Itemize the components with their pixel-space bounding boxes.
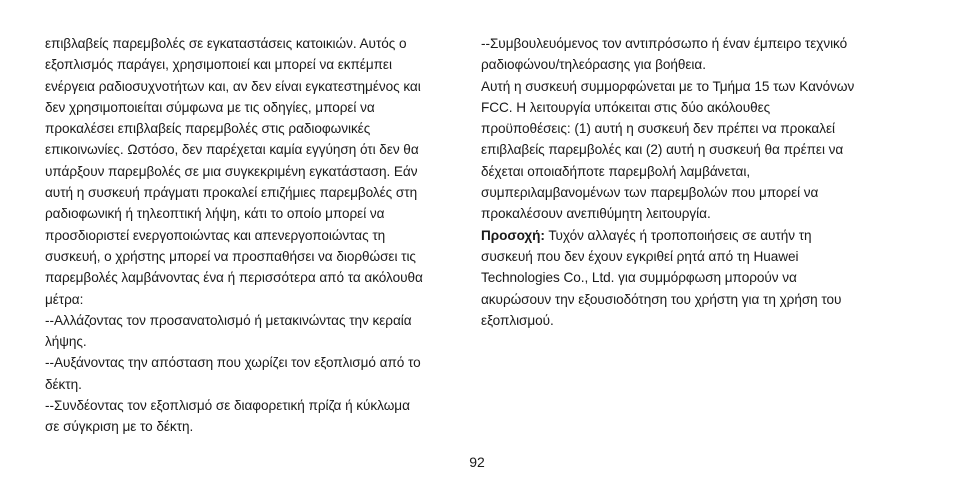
text-line: αυτή η συσκευή πράγματι προκαλεί επιζήμιες παρεμβολές στη <box>45 185 418 201</box>
text-line: ραδιοφώνου/τηλεόρασης για βοήθεια. <box>481 57 706 73</box>
text-line: μέτρα: <box>45 291 84 307</box>
text-line: δεν χρησιμοποιείται σύμφωνα με τις οδηγίες, μπορεί να <box>45 99 375 115</box>
right-column <box>481 33 911 331</box>
text-line: ακυρώσουν την εξουσιοδότηση του χρήστη για τη χρήση του <box>481 291 842 307</box>
text-line: επικοινωνίες. Ωστόσο, δεν παρέχεται καμία εγγύηση ότι δεν θα <box>45 142 419 158</box>
text-line: FCC. Η λειτουργία υπόκειται στις δύο ακόλουθες <box>481 99 771 115</box>
text-line: λήψης. <box>45 334 87 350</box>
text-line: Αυτή η συσκευή συμμορφώνεται με το Τμήμα 15 των Κανόνων <box>481 78 855 94</box>
text-line: εξοπλισμού. <box>481 312 554 328</box>
text-line: επιβλαβείς παρεμβολές και (2) αυτή η συσκευή θα πρέπει να <box>481 142 844 158</box>
text-line: ραδιοφωνική ή τηλεοπτική λήψη, κάτι το οποίο μπορεί να <box>45 206 385 222</box>
text-line: επιβλαβείς παρεμβολές σε εγκαταστάσεις κατοικιών. Αυτός ο <box>45 36 407 51</box>
text-line: ενέργεια ραδιοσυχνοτήτων και, αν δεν είναι εγκατεστημένος και <box>45 78 421 94</box>
text-line: προσδιοριστεί ενεργοποιώντας και απενεργοποιώντας τη <box>45 227 386 243</box>
text-line: προϋποθέσεις: (1) αυτή η συσκευή δεν πρέπει να προκαλεί <box>481 121 835 137</box>
text-line: Technologies Co., Ltd. για συμμόρφωση μπορούν να <box>481 270 797 286</box>
text-line: υπάρξουν παρεμβολές σε μια συγκεκριμένη εγκατάσταση. Εάν <box>45 163 418 179</box>
attention-text: Τυχόν αλλαγές ή τροποποιήσεις σε αυτήν τη <box>544 227 812 243</box>
text-line: δέχεται οποιαδήποτε παρεμβολή λαμβάνεται, <box>481 163 751 179</box>
text-line: --Αυξάνοντας την απόσταση που χωρίζει τον εξοπλισμό από το <box>45 355 421 371</box>
text-line: --Αλλάζοντας τον προσανατολισμό ή μετακινώντας την κεραία <box>45 312 412 328</box>
text-line: παρεμβολές λαμβάνοντας ένα ή περισσότερα από τα ακόλουθα <box>45 270 423 286</box>
text-line: δέκτη. <box>45 376 82 392</box>
text-line: συσκευή που δεν έχουν εγκριθεί ρητά από τη Huawei <box>481 248 799 264</box>
attention-label: Προσοχή: <box>481 227 545 243</box>
text-line: προκαλέσει επιβλαβείς παρεμβολές στις ραδιοφωνικές <box>45 121 371 137</box>
left-column <box>45 33 477 438</box>
text-line: προκαλέσουν ανεπιθύμητη λειτουργία. <box>481 206 711 222</box>
text-line: συμπεριλαμβανομένων των παρεμβολών που μπορεί να <box>481 185 819 201</box>
text-line: συσκευή, ο χρήστης μπορεί να προσπαθήσει να διορθώσει τις <box>45 248 416 264</box>
text-line: --Συμβουλευόμενος τον αντιπρόσωπο ή έναν έμπειρο τεχνικό <box>481 36 848 51</box>
text-line: εξοπλισμός παράγει, χρησιμοποιεί και μπορεί να εκπέμπει <box>45 57 392 73</box>
attention-line <box>481 225 911 246</box>
text-line: σε σύγκριση με το δέκτη. <box>45 419 194 435</box>
text-line: --Συνδέοντας τον εξοπλισμό σε διαφορετική πρίζα ή κύκλωμα <box>45 398 410 414</box>
page-number: 92 <box>469 454 485 470</box>
